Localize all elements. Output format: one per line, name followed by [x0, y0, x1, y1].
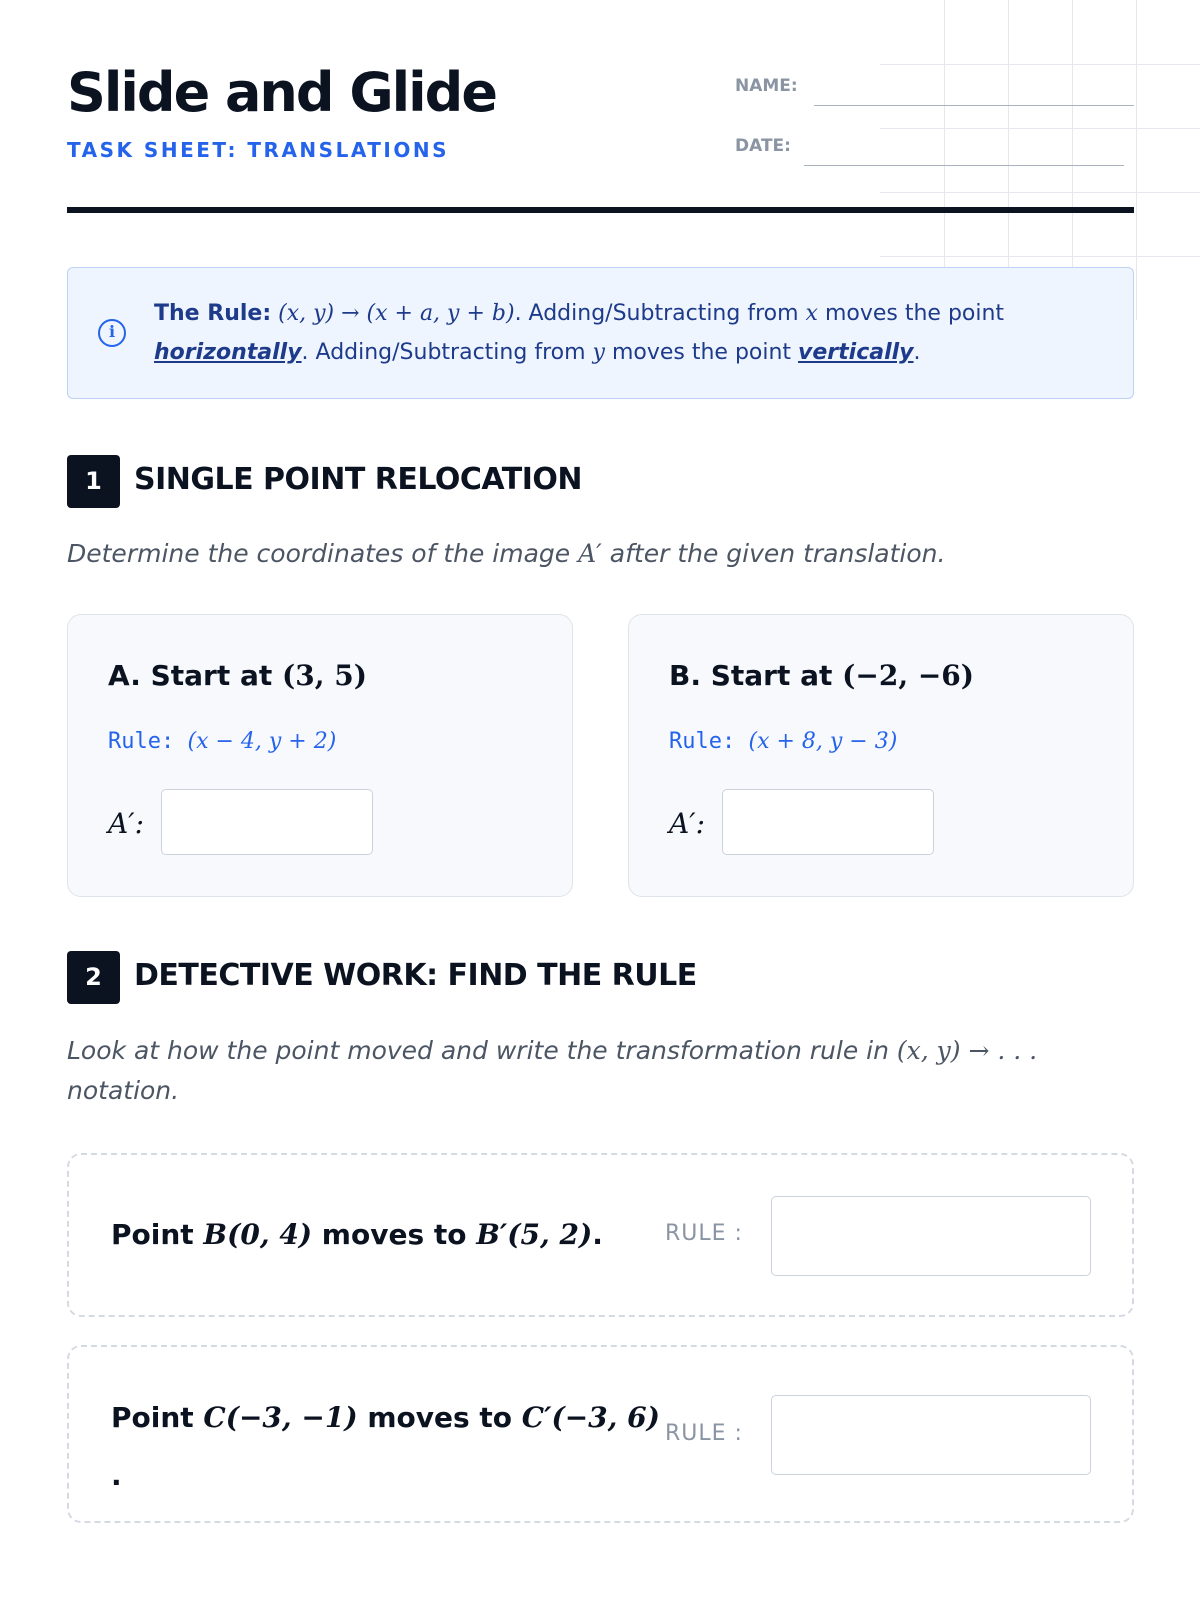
answer-input-a[interactable] — [161, 789, 373, 855]
section-2-description — [67, 1031, 1137, 1111]
desc-math: A′ — [578, 539, 602, 568]
desc-text: Determine the coordinates of the image — [67, 539, 579, 568]
info-var-x: x — [805, 301, 818, 326]
info-word-vertically: vertically — [798, 340, 914, 365]
info-text-part: . Adding/Subtracting from — [514, 301, 806, 326]
card-title — [669, 659, 974, 692]
statement-math: B(0, 4) — [203, 1218, 313, 1251]
info-rule-math: (x, y) → (x + a, y + b) — [278, 301, 515, 326]
desc-text: notation. — [67, 1076, 180, 1105]
section-1-title: SINGLE POINT RELOCATION — [134, 462, 583, 497]
info-word-horizontally: horizontally — [154, 340, 302, 365]
answer-label: A′: — [669, 807, 706, 840]
detective-item-2 — [67, 1345, 1134, 1523]
card-rule-label: Rule: — [669, 729, 736, 754]
detective-item-1 — [67, 1153, 1134, 1317]
section-2-number: 2 — [67, 951, 120, 1004]
section-2-title: DETECTIVE WORK: FIND THE RULE — [134, 958, 697, 993]
card-rule — [669, 729, 897, 754]
page-subtitle: TASK SHEET: TRANSLATIONS — [67, 138, 449, 162]
statement-math: C′(−3, 6) — [521, 1401, 660, 1434]
statement-math: B′(5, 2) — [476, 1218, 593, 1251]
card-rule-math: (x − 4, y + 2) — [187, 729, 337, 754]
statement-text: . — [111, 1459, 122, 1492]
info-icon: i — [98, 319, 126, 347]
card-start-point: (3, 5) — [282, 659, 367, 692]
date-field[interactable] — [804, 165, 1124, 166]
page-title: Slide and Glide — [67, 61, 496, 124]
rule-input-1[interactable] — [771, 1196, 1091, 1276]
section-1-description — [67, 534, 1137, 574]
statement-text: moves to — [357, 1401, 522, 1434]
desc-math: (x, y) → . . . — [896, 1036, 1038, 1065]
detective-statement — [111, 1206, 603, 1264]
header-divider — [67, 207, 1134, 213]
card-title — [108, 659, 367, 692]
rule-label: RULE : — [665, 1421, 743, 1446]
statement-text: moves to — [312, 1218, 477, 1251]
desc-text: after the given translation. — [601, 539, 946, 568]
rule-label: RULE : — [665, 1221, 743, 1246]
answer-input-b[interactable] — [722, 789, 934, 855]
statement-text: Point — [111, 1218, 204, 1251]
statement-text: . — [592, 1218, 603, 1251]
problem-card-b — [628, 614, 1134, 897]
info-text-part: moves the point — [817, 301, 1005, 326]
desc-text: Look at how the point moved and write the transformation rule in — [67, 1036, 897, 1065]
rule-input-2[interactable] — [771, 1395, 1091, 1475]
answer-label: A′: — [108, 807, 145, 840]
section-1-number: 1 — [67, 455, 120, 508]
info-var-y: y — [592, 340, 605, 365]
info-text-part: . — [913, 340, 921, 365]
rule-info-text — [154, 294, 1114, 372]
card-rule-math: (x + 8, y − 3) — [748, 729, 898, 754]
info-text-part: . Adding/Subtracting from — [301, 340, 593, 365]
info-lead: The Rule: — [154, 301, 272, 326]
info-text-part: moves the point — [604, 340, 799, 365]
detective-statement — [111, 1389, 661, 1505]
card-title-text: B. Start at — [669, 659, 843, 692]
statement-text: Point — [111, 1401, 204, 1434]
statement-math: C(−3, −1) — [203, 1401, 358, 1434]
date-label: DATE: — [735, 136, 791, 156]
name-label: NAME: — [735, 76, 798, 96]
problem-card-a — [67, 614, 573, 897]
rule-info-box — [67, 267, 1134, 399]
name-field[interactable] — [814, 105, 1134, 106]
card-title-text: A. Start at — [108, 659, 282, 692]
card-rule — [108, 729, 336, 754]
card-start-point: (−2, −6) — [842, 659, 975, 692]
card-rule-label: Rule: — [108, 729, 175, 754]
